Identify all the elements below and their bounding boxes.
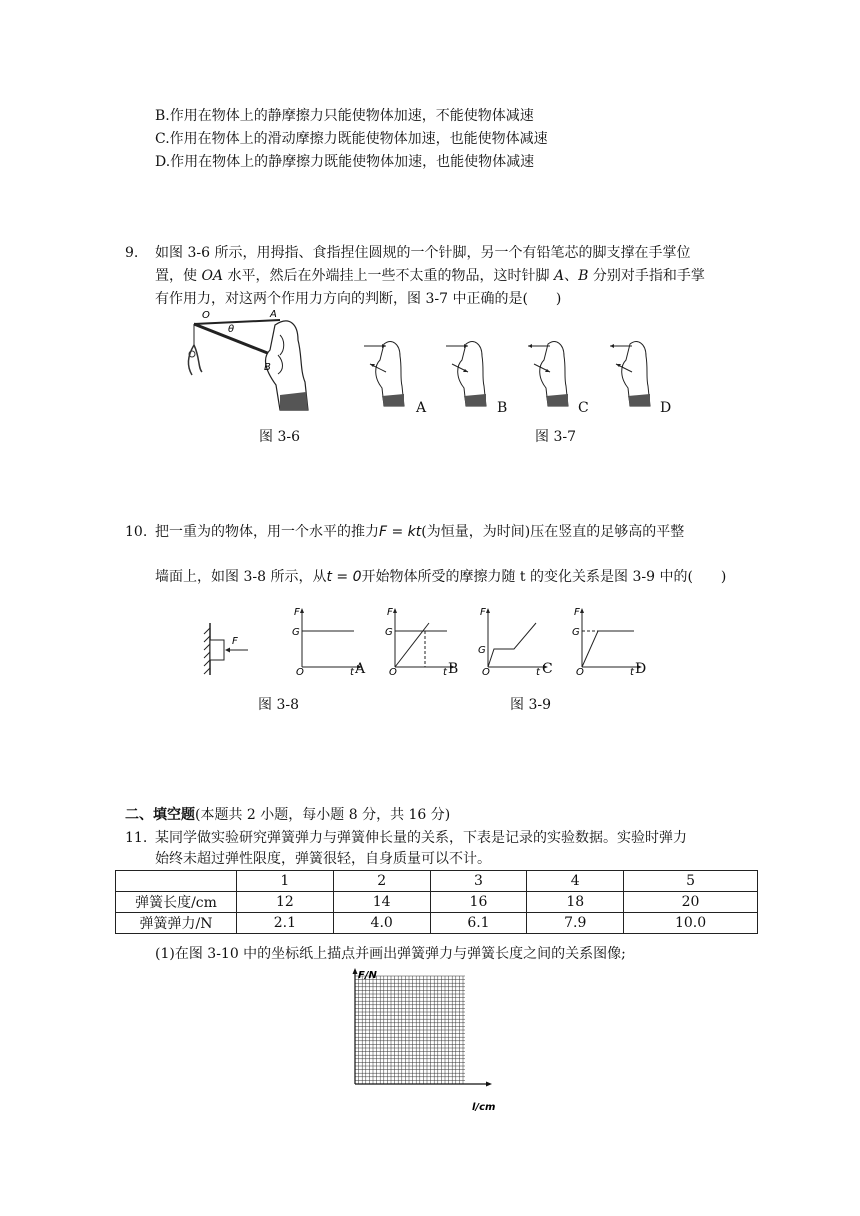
graph-b-ylabel: F bbox=[387, 607, 393, 618]
fig37-letter-c: C bbox=[578, 400, 589, 416]
graph-d-ylabel: F bbox=[574, 607, 580, 618]
table-cell: 6.1 bbox=[430, 913, 527, 934]
figure-3-6-caption: 图 3-6 bbox=[259, 429, 300, 445]
q9-line1: 如图 3-6 所示，用拇指、食指捏住圆规的一个针脚，另一个有铅笔芯的脚支撑在手掌位 bbox=[155, 245, 691, 261]
q9-number: 9. bbox=[125, 245, 139, 261]
table-cell: 5 bbox=[624, 871, 758, 892]
graph-a-ylabel: F bbox=[294, 607, 300, 618]
q9-line2: 置，使 OA 水平，然后在外端挂上一些不太重的物品，这时针脚 A、B 分别对手指和手掌 bbox=[155, 268, 705, 284]
figure-3-8-wall-block bbox=[200, 620, 255, 680]
graph-b-g-label: G bbox=[385, 627, 393, 638]
q10-line1: 把一重为的物体，用一个水平的推力F = kt(为恒量，为时间)压在竖直的足够高的平整 bbox=[155, 524, 685, 540]
grid-xlabel: l/cm bbox=[472, 1102, 496, 1113]
fig39-letter-d: D bbox=[635, 661, 647, 677]
figure-3-6-compass-hand bbox=[180, 310, 315, 415]
fig39-letter-c: C bbox=[542, 661, 553, 677]
hand-option-a bbox=[362, 336, 412, 408]
fig39-letter-b: B bbox=[448, 661, 459, 677]
q10-line2: 墙面上，如图 3-8 所示，从t = 0开始物体所受的摩擦力随 t 的变化关系是图 3-9 中的( ) bbox=[155, 569, 727, 585]
table-row bbox=[116, 892, 758, 913]
fig38-force-label: F bbox=[232, 636, 238, 647]
graph-paper-grid bbox=[355, 976, 465, 1084]
table-header-row bbox=[116, 871, 758, 892]
q11-sub1: (1)在图 3-10 中的坐标纸上描点并画出弹簧弹力与弹簧长度之间的关系图像; bbox=[155, 946, 626, 962]
fig37-letter-a: A bbox=[416, 400, 427, 416]
q11-line2: 始终未超过弹性限度，弹簧很轻，自身质量可以不计。 bbox=[155, 851, 491, 867]
table-cell: 4.0 bbox=[333, 913, 430, 934]
option-d-q8: D.作用在物体上的静摩擦力既能使物体加速，也能使物体减速 bbox=[155, 154, 535, 170]
q9-line3: 有作用力，对这两个作用力方向的判断，图 3-7 中正确的是( ) bbox=[155, 291, 562, 307]
table-cell: 16 bbox=[430, 892, 527, 913]
table-cell: 弹簧弹力/N bbox=[116, 913, 237, 934]
table-cell: 12 bbox=[237, 892, 334, 913]
graph-d-origin: O bbox=[576, 667, 584, 675]
table-cell: 1 bbox=[237, 871, 334, 892]
table-cell bbox=[116, 871, 237, 892]
fig36-label-theta: θ bbox=[228, 324, 235, 335]
graph-c-ylabel: F bbox=[480, 607, 486, 618]
fig36-label-b: B bbox=[264, 362, 271, 373]
table-cell: 4 bbox=[527, 871, 624, 892]
table-row bbox=[116, 913, 758, 934]
q11-line1: 某同学做实验研究弹簧弹力与弹簧伸长量的关系，下表是记录的实验数据。实验时弹力 bbox=[155, 830, 687, 846]
table-cell: 弹簧长度/cm bbox=[116, 892, 237, 913]
graph-a-tlabel: t bbox=[350, 667, 354, 675]
grid-ylabel: F/N bbox=[358, 970, 377, 981]
q11-number: 11. bbox=[125, 830, 148, 846]
figure-3-9-caption: 图 3-9 bbox=[510, 697, 551, 713]
hand-option-d bbox=[608, 336, 658, 408]
table-cell: 20 bbox=[624, 892, 758, 913]
graph-c-tlabel: t bbox=[536, 667, 540, 675]
figure-3-7-caption: 图 3-7 bbox=[535, 429, 576, 445]
figure-3-9 bbox=[288, 605, 658, 685]
table-cell: 10.0 bbox=[624, 913, 758, 934]
table-cell: 3 bbox=[430, 871, 527, 892]
q10-number: 10. bbox=[125, 524, 148, 540]
graph-d-tlabel: t bbox=[630, 667, 634, 675]
fig37-letter-b: B bbox=[497, 400, 508, 416]
graph-a-g-label: G bbox=[292, 627, 300, 638]
graph-a-origin: O bbox=[296, 667, 304, 675]
graph-d-g-label: G bbox=[572, 627, 580, 638]
fig37-letter-d: D bbox=[660, 400, 672, 416]
option-c-q8: C.作用在物体上的滑动摩擦力既能使物体加速，也能使物体减速 bbox=[155, 131, 548, 147]
section-heading: 二、填空题(本题共 2 小题，每小题 8 分，共 16 分) bbox=[125, 807, 451, 823]
fig36-label-o: O bbox=[202, 310, 210, 321]
table-cell: 7.9 bbox=[527, 913, 624, 934]
figure-3-8-caption: 图 3-8 bbox=[258, 697, 299, 713]
table-cell: 14 bbox=[333, 892, 430, 913]
graph-b-origin: O bbox=[389, 667, 397, 675]
table-cell: 2.1 bbox=[237, 913, 334, 934]
table-cell: 2 bbox=[333, 871, 430, 892]
table-cell: 18 bbox=[527, 892, 624, 913]
hand-option-c bbox=[526, 336, 576, 408]
fig39-letter-a: A bbox=[355, 661, 366, 677]
graph-paper-figure bbox=[340, 966, 500, 1116]
spring-data-table bbox=[115, 870, 758, 934]
hand-option-b bbox=[444, 336, 494, 408]
option-b-q8: B.作用在物体上的静摩擦力只能使物体加速，不能使物体减速 bbox=[155, 108, 534, 124]
figure-3-7 bbox=[362, 336, 682, 416]
graph-b-tlabel: t bbox=[443, 667, 447, 675]
graph-c-origin: O bbox=[482, 667, 490, 675]
fig36-label-a: A bbox=[270, 310, 277, 320]
graph-c-g-label: G bbox=[478, 645, 486, 656]
